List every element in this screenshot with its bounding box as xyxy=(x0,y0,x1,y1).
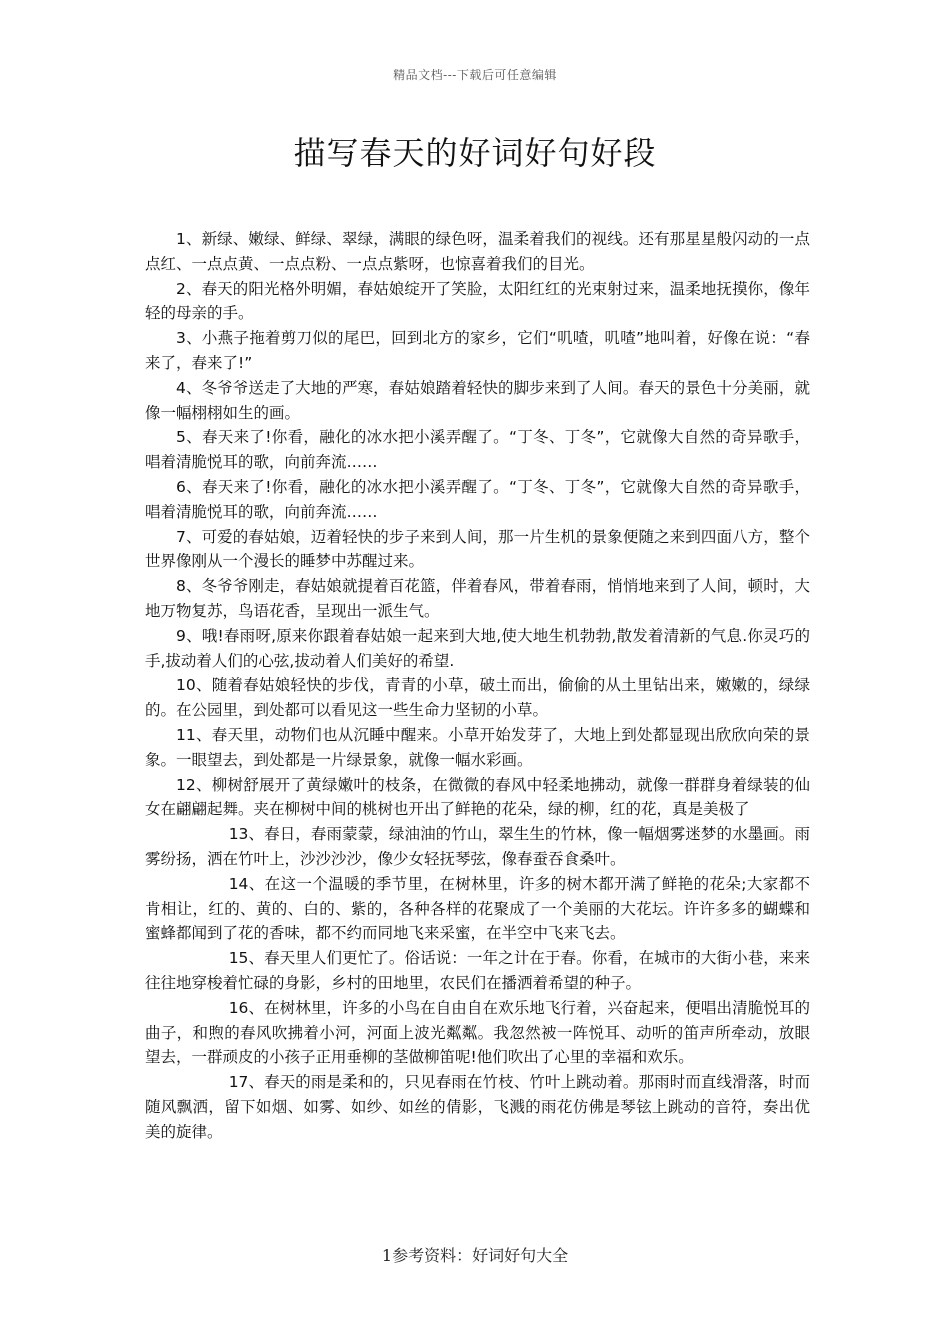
paragraph-6: 6、春天来了!你看，融化的冰水把小溪弄醒了。“丁冬、丁冬”，它就像大自然的奇异歌手，唱着清脆悦耳的歌，向前奔流…… xyxy=(145,477,810,521)
paragraph-7: 7、可爱的春姑娘，迈着轻快的步子来到人间，那一片生机的景象便随之来到四面八方，整个世界像刚从一个漫长的睡梦中苏醒过来。 xyxy=(145,527,810,571)
paragraph-8: 8、冬爷爷刚走，春姑娘就提着百花篮，伴着春风，带着春雨，悄悄地来到了人间，顿时，大地万物复苏，鸟语花香，呈现出一派生气。 xyxy=(145,577,810,620)
paragraph-2: 2、春天的阳光格外明媚，春姑娘绽开了笑脸，太阳红红的光束射过来，温柔地抚摸你，像年轻的母亲的手。 xyxy=(145,279,810,323)
paragraph-1: 1、新绿、嫩绿、鲜绿、翠绿，满眼的绿色呀，温柔着我们的视线。还有那星星般闪动的一点点红、一点点黄、一点点粉、一点点紫呀，也惊喜着我们的目光。 xyxy=(145,230,810,273)
paragraph-4: 4、冬爷爷送走了大地的严寒，春姑娘踏着轻快的脚步来到了人间。春天的景色十分美丽，就像一幅栩栩如生的画。 xyxy=(145,378,810,422)
page-header-note: 精品文档---下载后可任意编辑 xyxy=(393,68,557,82)
paragraph-3: 3、小燕子拖着剪刀似的尾巴，回到北方的家乡，它们“叽喳，叽喳”地叫着，好像在说：“春来了，春来了!” xyxy=(145,329,810,372)
paragraph-10: 10、随着春姑娘轻快的步伐，青青的小草，破土而出，偷偷的从土里钻出来，嫩嫩的，绿绿的。在公园里，到处都可以看见这一些生命力坚韧的小草。 xyxy=(145,676,810,720)
paragraph-17: 17、春天的雨是柔和的，只见春雨在竹枝、竹叶上跳动着。那雨时而直线滑落，时而随风飘洒，留下如烟、如雾、如纱、如丝的倩影，飞溅的雨花仿佛是琴铉上跳动的音符，奏出优美的旋律。 xyxy=(145,1073,810,1141)
paragraph-9: 9、哦!春雨呀,原来你跟着春姑娘一起来到大地,使大地生机勃勃,散发着清新的气息.你灵巧的手,拔动着人们的心弦,拔动着人们美好的希望. xyxy=(145,626,810,670)
paragraph-12: 12、柳树舒展开了黄绿嫩叶的枝条，在微微的春风中轻柔地拂动，就像一群群身着绿装的仙女在翩翩起舞。夹在柳树中间的桃树也开出了鲜艳的花朵，绿的柳，红的花，真是美极了 xyxy=(145,775,810,819)
page-footer-note: 1参考资料：好词好句大全 xyxy=(381,1246,569,1265)
paragraph-15: 15、春天里人们更忙了。俗话说：一年之计在于春。你看，在城市的大街小巷，来来往往地穿梭着忙碌的身影，乡村的田地里，农民们在播洒着希望的种子。 xyxy=(145,949,810,992)
document-body xyxy=(145,227,810,1144)
paragraph-5: 5、春天来了!你看，融化的冰水把小溪弄醒了。“丁冬、丁冬”，它就像大自然的奇异歌手，唱着清脆悦耳的歌，向前奔流…… xyxy=(145,428,810,472)
paragraph-11: 11、春天里，动物们也从沉睡中醒来。小草开始发芽了，大地上到处都显现出欣欣向荣的景象。一眼望去，到处都是一片绿景象，就像一幅水彩画。 xyxy=(145,725,810,769)
document-title: 描写春天的好词好句好段 xyxy=(293,134,657,172)
paragraph-16: 16、在树林里，许多的小鸟在自由自在欢乐地飞行着，兴奋起来，便唱出清脆悦耳的曲子，和煦的春风吹拂着小河，河面上波光粼粼。我忽然被一阵悦耳、动听的笛声所牵动，放眼望去，一群顽皮的小孩子正用垂柳的茎做柳笛呢!他们吹出了心里的幸福和欢乐。 xyxy=(145,998,810,1067)
paragraph-14: 14、在这一个温暖的季节里，在树林里，许多的树木都开满了鲜艳的花朵;大家都不肯相让，红的、黄的、白的、紫的，各种各样的花聚成了一个美丽的大花坛。许许多多的蝴蝶和蜜蜂都闻到了花的香味，都不约而同地飞来采蜜，在半空中飞来飞去。 xyxy=(145,874,810,943)
paragraph-13: 13、春日，春雨蒙蒙，绿油油的竹山，翠生生的竹林，像一幅烟雾迷梦的水墨画。雨雾纷扬，洒在竹叶上，沙沙沙沙，像少女轻抚琴弦，像春蚕吞食桑叶。 xyxy=(145,825,810,868)
